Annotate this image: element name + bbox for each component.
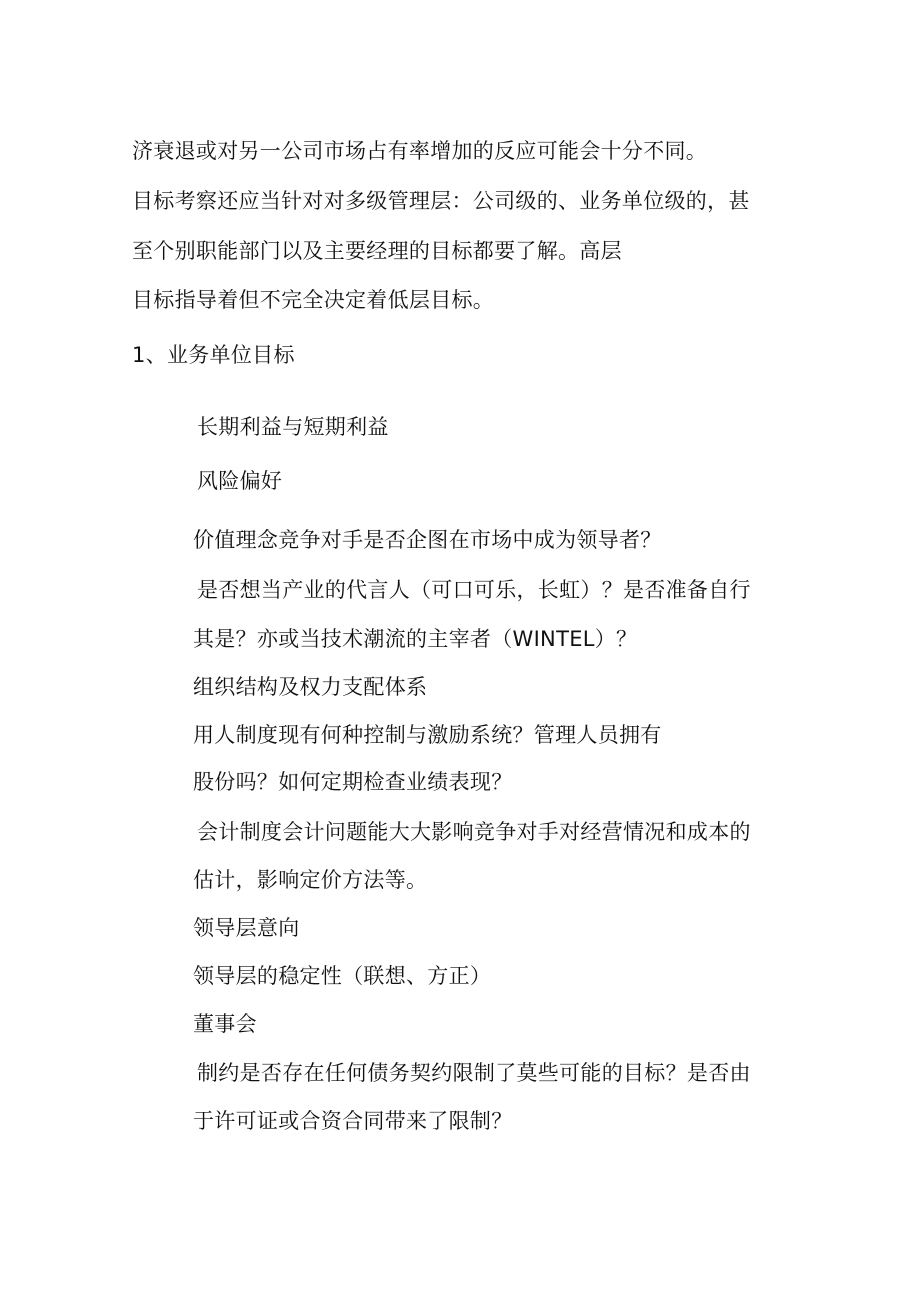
section-heading: 1、业务单位目标 [132, 343, 295, 367]
item-hr-system-cont: 股份吗？如何定期检查业绩表现？ [193, 770, 513, 794]
item-board: 董事会 [193, 1012, 257, 1036]
item-leadership-stability: 领导层的稳定性（联想、方正） [193, 964, 492, 988]
item-industry-spokesman: 是否想当产业的代言人（可口可乐，长虹）？是否准备自行 [197, 578, 751, 602]
item-constraints: 制约是否存在任何债务契约限制了莫些可能的目标？是否由 [197, 1061, 751, 1085]
intro-line-4: 目标指导着但不完全决定着低层目标。 [132, 288, 495, 312]
intro-line-2: 目标考察还应当针对对多级管理层：公司级的、业务单位级的，甚 [132, 189, 750, 213]
item-risk-preference: 风险偏好 [197, 469, 283, 493]
intro-line-1: 济衰退或对另一公司市场占有率增加的反应可能会十分不同。 [132, 139, 708, 163]
item-tech-leader: 其是？亦或当技术潮流的主宰者（WINTEL）？ [193, 627, 638, 651]
item-org-structure: 组织结构及权力支配体系 [193, 675, 428, 699]
item-constraints-cont: 于许可证或合资合同带来了限制？ [193, 1109, 513, 1133]
item-long-short-term: 长期利益与短期利益 [197, 415, 389, 439]
item-values: 价值理念竞争对手是否企图在市场中成为领导者？ [193, 528, 662, 552]
item-leadership-intent: 领导层意向 [193, 916, 300, 940]
item-hr-system: 用人制度现有何种控制与激励系统？管理人员拥有 [193, 723, 662, 747]
item-accounting-cont: 估计，影响定价方法等。 [193, 868, 428, 892]
item-accounting: 会计制度会计问题能大大影响竞争对手对经营情况和成本的 [197, 820, 751, 844]
intro-line-3: 至个别职能部门以及主要经理的目标都要了解。高层 [132, 239, 622, 263]
